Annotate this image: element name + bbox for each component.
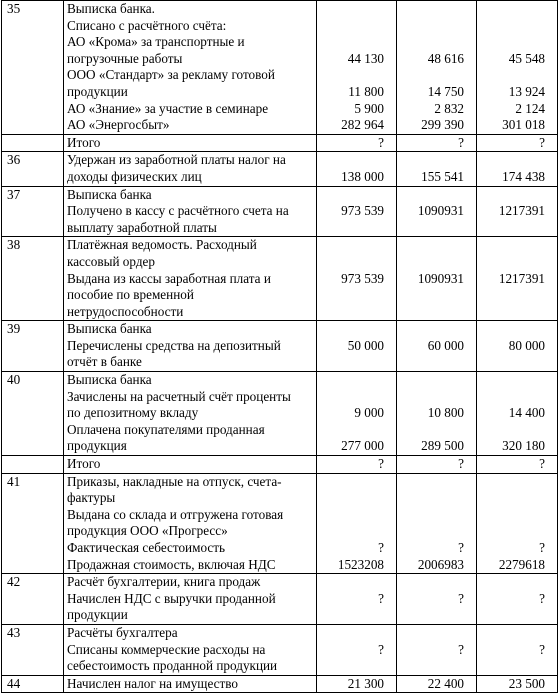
- amount-cell-variant-1: ?: [317, 456, 397, 474]
- description-line: продукции: [67, 83, 128, 99]
- table-row: [2, 237, 558, 321]
- operation-number: 36: [2, 152, 64, 186]
- description-line: АО «Крома» за транспортные и: [67, 34, 245, 50]
- operation-description: [64, 321, 317, 372]
- amount-cell-variant-1: [317, 372, 397, 456]
- amount-cell-variant-1: ?: [317, 134, 397, 152]
- amount-cell-variant-1: 138 000: [317, 152, 397, 186]
- amount-cell-variant-2: [397, 473, 477, 574]
- description-line: Оплачена покупателями проданная: [67, 421, 265, 437]
- amount-cell-variant-3: 80 000: [477, 321, 558, 372]
- amount-value: 320 180: [502, 438, 545, 454]
- description-line: Удержан из заработной платы налог на: [67, 152, 286, 168]
- description-line: погрузочные работы: [67, 50, 183, 66]
- description-line: кассовый ордер: [67, 253, 155, 269]
- description-line: Выписка банка.: [67, 1, 155, 16]
- description-line: Выписка банка: [67, 186, 152, 202]
- table-row: [2, 372, 558, 456]
- table-row: [2, 152, 558, 186]
- description-line: Выписка банка: [67, 372, 152, 388]
- amount-cell-variant-3: ?: [477, 624, 558, 675]
- table-row: [2, 1, 558, 135]
- table-row-total: [2, 134, 558, 152]
- description-line: отчёт в банке: [67, 354, 142, 370]
- amount-cell-variant-2: [397, 372, 477, 456]
- table-row: [2, 624, 558, 675]
- amount-value: 44 130: [347, 50, 384, 66]
- table-row-total: [2, 456, 558, 474]
- operation-description: [64, 237, 317, 321]
- amount-cell-variant-2: 1090931: [397, 237, 477, 321]
- operation-number: 40: [2, 372, 64, 456]
- amount-value: ?: [539, 540, 545, 555]
- description-line: выплату заработной платы: [67, 219, 217, 235]
- description-line: Приказы, накладные на отпуск, счета-: [67, 473, 282, 489]
- operations-table: [1, 0, 558, 693]
- operation-number: 35: [2, 1, 64, 135]
- amount-value: 10 800: [427, 405, 464, 421]
- amount-cell-variant-3: [477, 1, 558, 135]
- amount-cell-variant-1: ?: [317, 574, 397, 625]
- operation-number: 44: [2, 675, 64, 693]
- description-line: Получено в кассу с расчётного счета на: [67, 203, 289, 219]
- amount-cell-variant-1: ?: [317, 624, 397, 675]
- operation-number: 37: [2, 186, 64, 237]
- description-line: нетрудоспособности: [67, 303, 184, 319]
- amount-cell-variant-1: 973 539: [317, 186, 397, 237]
- operation-description: [64, 675, 317, 693]
- amount-cell-variant-3: ?: [477, 456, 558, 474]
- amount-value: 48 616: [427, 50, 464, 66]
- operation-description: [64, 456, 317, 474]
- description-line: Начислен налог на имущество: [67, 675, 238, 691]
- amount-value: 2 124: [515, 100, 545, 116]
- amount-value: 9 000: [354, 405, 384, 421]
- operation-number: 41: [2, 473, 64, 574]
- operation-number: 43: [2, 624, 64, 675]
- amount-cell-variant-1: [317, 473, 397, 574]
- total-label: Итого: [67, 134, 101, 150]
- table-row: [2, 321, 558, 372]
- amount-value: 2 832: [434, 100, 464, 116]
- description-line: себестоимость проданной продукции: [67, 658, 278, 674]
- amount-cell-variant-1: [317, 1, 397, 135]
- amount-value: 289 500: [421, 438, 464, 454]
- amount-cell-variant-1: 21 300: [317, 675, 397, 693]
- description-line: Продажная стоимость, включая НДС: [67, 556, 276, 572]
- description-line: продукции: [67, 607, 128, 623]
- operation-number: 38: [2, 237, 64, 321]
- amount-cell-variant-3: 1217391: [477, 186, 558, 237]
- amount-cell-variant-3: 174 438: [477, 152, 558, 186]
- amount-value: 5 900: [354, 100, 384, 116]
- description-line: Начислен НДС с выручки проданной: [67, 590, 276, 606]
- table-row: [2, 574, 558, 625]
- operation-number: [2, 456, 64, 474]
- amount-value: 2279618: [498, 556, 545, 572]
- description-line: Списано с расчётного счёта:: [67, 17, 227, 33]
- operation-description: [64, 574, 317, 625]
- description-line: Фактическая себестоимость: [67, 540, 225, 555]
- amount-cell-variant-2: 22 400: [397, 675, 477, 693]
- total-label: Итого: [67, 456, 101, 472]
- operation-number: [2, 134, 64, 152]
- amount-value: 14 400: [508, 405, 545, 421]
- operation-number: 42: [2, 574, 64, 625]
- amount-cell-variant-1: 973 539: [317, 237, 397, 321]
- description-line: АО «Энергосбыт»: [67, 117, 170, 133]
- operation-description: [64, 134, 317, 152]
- amount-cell-variant-2: ?: [397, 456, 477, 474]
- amount-cell-variant-1: 50 000: [317, 321, 397, 372]
- description-line: Выдана из кассы заработная плата и: [67, 270, 271, 286]
- amount-value: 14 750: [427, 83, 464, 99]
- table-row: [2, 186, 558, 237]
- amount-value: ?: [458, 540, 464, 555]
- description-line: Перечислены средства на депозитный: [67, 337, 281, 353]
- amount-cell-variant-2: 155 541: [397, 152, 477, 186]
- amount-value: 11 800: [348, 83, 384, 99]
- description-line: АО «Знание» за участие в семинаре: [67, 100, 269, 116]
- amount-value: 282 964: [341, 117, 384, 133]
- operation-description: [64, 186, 317, 237]
- amount-value: 45 548: [508, 50, 545, 66]
- description-line: продукция: [67, 438, 127, 454]
- amount-cell-variant-3: 23 500: [477, 675, 558, 693]
- operation-description: [64, 1, 317, 135]
- operation-number: 39: [2, 321, 64, 372]
- description-line: пособие по временной: [67, 287, 194, 303]
- description-line: ООО «Стандарт» за рекламу готовой: [67, 67, 275, 83]
- description-line: Расчёт бухгалтерии, книга продаж: [67, 574, 261, 590]
- amount-cell-variant-3: ?: [477, 574, 558, 625]
- amount-value: ?: [378, 540, 384, 555]
- amount-cell-variant-2: 1090931: [397, 186, 477, 237]
- operation-description: [64, 372, 317, 456]
- description-line: фактуры: [67, 490, 116, 506]
- amount-value: 13 924: [508, 83, 545, 99]
- description-line: Выписка банка: [67, 321, 152, 337]
- description-line: по депозитному вкладу: [67, 405, 199, 421]
- table-row: [2, 473, 558, 574]
- amount-cell-variant-3: [477, 372, 558, 456]
- description-line: Расчёты бухгалтера: [67, 624, 178, 640]
- amount-cell-variant-3: 1217391: [477, 237, 558, 321]
- description-line: Выдана со склада и отгружена готовая: [67, 506, 284, 522]
- table-row: [2, 675, 558, 693]
- description-line: Списаны коммерческие расходы на: [67, 641, 266, 657]
- amount-value: 299 390: [421, 117, 464, 133]
- amount-cell-variant-2: 60 000: [397, 321, 477, 372]
- operation-description: [64, 473, 317, 574]
- amount-cell-variant-2: ?: [397, 574, 477, 625]
- description-line: продукция ООО «Прогресс»: [67, 523, 228, 539]
- amount-cell-variant-3: [477, 473, 558, 574]
- amount-cell-variant-2: ?: [397, 134, 477, 152]
- amount-value: 301 018: [502, 117, 545, 133]
- amount-cell-variant-2: [397, 1, 477, 135]
- amount-cell-variant-3: ?: [477, 134, 558, 152]
- amount-value: 2006983: [417, 556, 464, 572]
- description-line: Платёжная ведомость. Расходный: [67, 237, 257, 253]
- description-line: доходы физических лиц: [67, 168, 202, 184]
- operation-description: [64, 152, 317, 186]
- description-line: Зачислены на расчетный счёт проценты: [67, 388, 291, 404]
- amount-cell-variant-2: ?: [397, 624, 477, 675]
- amount-value: 277 000: [341, 438, 384, 454]
- operation-description: [64, 624, 317, 675]
- amount-value: 1523208: [337, 556, 384, 572]
